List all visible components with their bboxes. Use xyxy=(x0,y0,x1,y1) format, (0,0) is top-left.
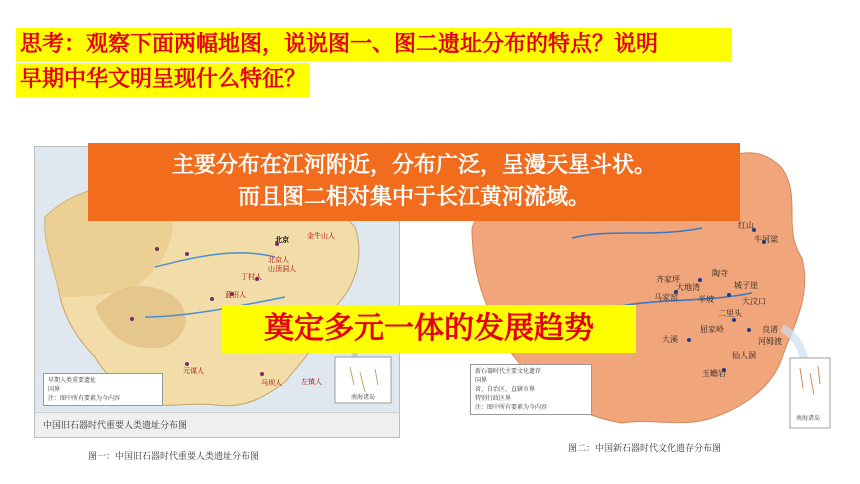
map2-place-taosi: 陶寺 xyxy=(712,269,728,278)
answer-line-2: 而且图二相对集中于长江黄河流域。 xyxy=(237,184,590,210)
map1-place-zuozhen: 左镇人 xyxy=(301,378,322,386)
map2-place-hemudu: 河姆渡 xyxy=(758,337,782,346)
question-line-2: 早期中华文明呈现什么特征？ xyxy=(16,63,310,97)
map1-place-yuanmou: 元谋人 xyxy=(183,367,204,375)
map2-inset-label: 南海诸岛 xyxy=(796,415,821,422)
map1-legend-border: 国界 xyxy=(48,386,61,393)
map2-place-chengziya: 城子崖 xyxy=(734,281,758,290)
map2-place-majiayao: 马家窑 xyxy=(654,293,678,302)
map2-place-daxi: 大溪 xyxy=(662,335,678,344)
map1-place-jinniushan: 金牛山人 xyxy=(307,232,335,240)
map1-place-maba: 马坝人 xyxy=(261,379,282,387)
map2-place-hongshan: 红山 xyxy=(738,221,754,230)
answer-box xyxy=(88,143,740,221)
map2-place-dadiwan: 大地湾 xyxy=(676,283,700,292)
question-line-1: 思考：观察下面两幅地图，说说图一、图二遗址分布的特点？说明 xyxy=(16,28,732,62)
map2-legend-province: 省、自治区、直辖市界 xyxy=(475,386,536,393)
map1-place-beijing: 北京 xyxy=(275,236,289,244)
map1-place-shandingdong: 山顶洞人 xyxy=(268,265,296,273)
map1-legend-note: 注：图中所有要素为今内容 xyxy=(48,395,121,402)
map1-place-dingcun: 丁村人 xyxy=(241,273,262,281)
map1-caption: 图一：中国旧石器时代重要人类遗址分布图 xyxy=(88,452,260,462)
map2-legend-sar: 特别行政区界 xyxy=(475,395,512,402)
map1-inner-title: 中国旧石器时代重要人类遗址分布图 xyxy=(43,421,188,431)
map1-legend-sites: 早期人类重要遗址 xyxy=(48,377,97,384)
conclusion-box: 奠定多元一体的发展趋势 xyxy=(222,305,636,353)
map2-legend-note: 注：图中所有要素为今内容 xyxy=(475,404,548,411)
map2-legend-border: 国界 xyxy=(475,377,488,384)
map2-place-dawenkou: 大汶口 xyxy=(742,297,766,306)
map2-place-niuheliang: 牛河梁 xyxy=(754,235,778,244)
map2-place-erlitou: 二里头 xyxy=(718,309,742,318)
map2-place-banpo: 半坡 xyxy=(698,295,714,304)
answer-line-1: 主要分布在江河附近，分布广泛，呈漫天星斗状。 xyxy=(171,152,656,178)
map2-place-yuchanyan: 玉蟾岩 xyxy=(702,369,726,378)
map2-place-xianrendong: 仙人洞 xyxy=(732,351,756,360)
map2-legend-sites: 新石器时代主要文化遗存 xyxy=(475,368,542,375)
map1-footer xyxy=(35,412,399,437)
map2-place-qujialing: 屈家岭 xyxy=(700,325,724,334)
map2-place-qijiaping: 齐家坪 xyxy=(656,275,680,284)
map2-legend xyxy=(470,364,592,415)
map2-caption: 图二：中国新石器时代文化遗存分布图 xyxy=(568,444,722,454)
map1-legend xyxy=(43,373,163,406)
map1-inset-label: 南海诸岛 xyxy=(351,394,376,401)
map2-place-liangzhu: 良渚 xyxy=(762,325,778,334)
map1-place-lantian: 蓝田人 xyxy=(225,291,246,299)
map1-place-pekingman: 北京人 xyxy=(268,256,289,264)
